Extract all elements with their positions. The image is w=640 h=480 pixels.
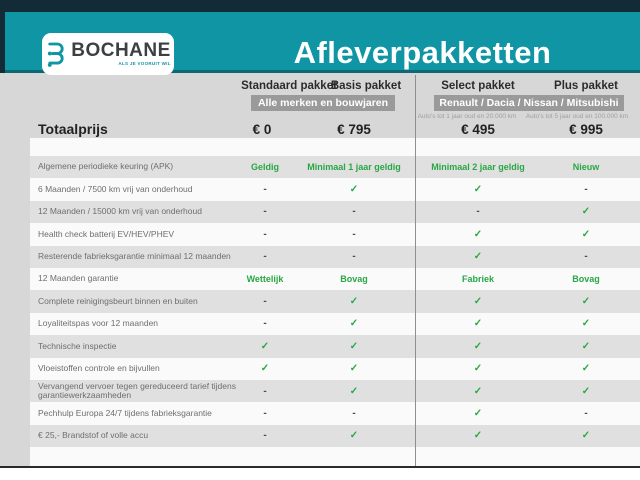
check-icon: ✓ xyxy=(581,318,591,330)
feature-label: Pechhulp Europa 24/7 tijdens fabrieksgarantie xyxy=(38,407,212,418)
feature-value: Bovag xyxy=(340,274,368,285)
check-icon: ✓ xyxy=(473,363,483,375)
feature-value: Fabriek xyxy=(461,274,494,285)
dash-icon: - xyxy=(263,407,267,419)
brands-badge-renault-group: Renault / Dacia / Nissan / Mitsubishi xyxy=(434,95,624,111)
logo-name: BOCHANE xyxy=(71,40,171,61)
check-icon: ✓ xyxy=(581,340,591,352)
check-icon: ✓ xyxy=(473,296,483,308)
bochane-logo xyxy=(42,33,174,75)
feature-label: Algemene periodieke keuring (APK) xyxy=(38,161,174,172)
check-icon: ✓ xyxy=(581,430,591,442)
feature-label: 6 Maanden / 7500 km vrij van onderhoud xyxy=(38,183,193,194)
dash-icon: - xyxy=(352,228,356,240)
check-icon: ✓ xyxy=(260,363,270,375)
left-margin xyxy=(0,73,30,466)
dash-icon: - xyxy=(263,228,267,240)
bochane-logo-icon xyxy=(45,41,66,68)
feature-row xyxy=(0,425,640,447)
column-note-plus: Auto's tot 5 jaar oud en 100.000 km xyxy=(525,113,629,120)
dash-icon: - xyxy=(263,206,267,218)
dash-icon: - xyxy=(584,407,588,419)
feature-label: € 25,- Brandstof of volle accu xyxy=(38,430,149,441)
check-icon: ✓ xyxy=(581,228,591,240)
feature-row xyxy=(0,223,640,245)
check-icon: ✓ xyxy=(473,407,483,419)
spacer-band xyxy=(0,138,640,156)
dash-icon: - xyxy=(263,430,267,442)
price-basis: € 795 xyxy=(337,122,371,137)
price-plus: € 995 xyxy=(569,122,603,137)
dash-icon: - xyxy=(352,206,356,218)
check-icon: ✓ xyxy=(473,340,483,352)
bottom-margin xyxy=(0,468,640,480)
check-icon: ✓ xyxy=(581,363,591,375)
check-icon: ✓ xyxy=(349,184,359,196)
feature-value: Minimaal 1 jaar geldig xyxy=(307,162,401,173)
logo-tagline: ALS JE VOORUIT WIL xyxy=(118,61,171,66)
column-note-select: Auto's tot 1 jaar oud en 20.000 km xyxy=(417,113,517,120)
feature-label: Technische inspectie xyxy=(38,340,117,351)
feature-value: Minimaal 2 jaar geldig xyxy=(431,162,525,173)
column-header-plus: Plus pakket xyxy=(554,80,618,92)
feature-label: Vervangend vervoer tegen gereduceerd tarief tijdens garantiewerkzaamheden xyxy=(38,380,236,401)
bottom-spacer xyxy=(0,447,640,466)
dash-icon: - xyxy=(263,385,267,397)
column-header-standaard: Standaard pakket xyxy=(241,80,337,92)
feature-label: Resterende fabrieksgarantie minimaal 12 maanden xyxy=(38,251,231,261)
dash-icon: - xyxy=(476,206,480,218)
check-icon: ✓ xyxy=(473,385,483,397)
check-icon: ✓ xyxy=(473,318,483,330)
logo-text xyxy=(71,42,171,66)
feature-label: 12 Maanden garantie xyxy=(38,273,119,284)
check-icon: ✓ xyxy=(581,206,591,218)
brands-badge-all: Alle merken en bouwjaren xyxy=(251,95,395,111)
dash-icon: - xyxy=(352,407,356,419)
total-price-label: Totaalprijs xyxy=(38,121,108,137)
feature-value: Bovag xyxy=(572,274,600,285)
feature-value: Geldig xyxy=(250,162,279,173)
dash-icon: - xyxy=(352,251,356,263)
check-icon: ✓ xyxy=(349,340,359,352)
feature-label: Complete reinigingsbeurt binnen en buiten xyxy=(38,295,198,306)
feature-row xyxy=(0,268,640,290)
check-icon: ✓ xyxy=(349,318,359,330)
check-icon: ✓ xyxy=(260,340,270,352)
check-icon: ✓ xyxy=(581,385,591,397)
feature-label: Loyaliteitspas voor 12 maanden xyxy=(38,318,159,329)
feature-row xyxy=(0,290,640,312)
column-header-basis: Basis pakket xyxy=(330,80,402,92)
dash-icon: - xyxy=(584,184,588,196)
feature-row xyxy=(0,380,640,402)
window-left-border xyxy=(0,12,5,73)
feature-table xyxy=(0,156,640,447)
dash-icon: - xyxy=(263,184,267,196)
feature-label: Vloeistoffen controle en bijvullen xyxy=(38,362,160,373)
feature-row xyxy=(0,246,640,268)
feature-value: Nieuw xyxy=(572,162,600,173)
price-standaard: € 0 xyxy=(252,122,272,137)
dash-icon: - xyxy=(263,296,267,308)
feature-row xyxy=(0,201,640,223)
header-bar xyxy=(0,12,640,73)
check-icon: ✓ xyxy=(473,251,483,263)
feature-row xyxy=(0,335,640,357)
window-top-border xyxy=(0,0,640,12)
check-icon: ✓ xyxy=(473,430,483,442)
dash-icon: - xyxy=(263,251,267,263)
dash-icon: - xyxy=(263,318,267,330)
column-header-select: Select pakket xyxy=(441,80,515,92)
feature-label: 12 Maanden / 15000 km vrij van onderhoud xyxy=(38,206,202,217)
check-icon: ✓ xyxy=(349,430,359,442)
check-icon: ✓ xyxy=(581,296,591,308)
feature-row xyxy=(0,178,640,200)
feature-row xyxy=(0,358,640,380)
feature-row xyxy=(0,156,640,178)
feature-value: Wettelijk xyxy=(246,274,284,285)
feature-label: Health check batterij EV/HEV/PHEV xyxy=(38,228,175,239)
dash-icon: - xyxy=(584,251,588,263)
feature-row xyxy=(0,313,640,335)
check-icon: ✓ xyxy=(349,385,359,397)
price-select: € 495 xyxy=(461,122,495,137)
page-title: Afleverpakketten xyxy=(293,35,552,70)
column-group-divider xyxy=(415,75,416,466)
check-icon: ✓ xyxy=(349,296,359,308)
check-icon: ✓ xyxy=(473,228,483,240)
check-icon: ✓ xyxy=(349,363,359,375)
feature-row xyxy=(0,402,640,424)
check-icon: ✓ xyxy=(473,184,483,196)
